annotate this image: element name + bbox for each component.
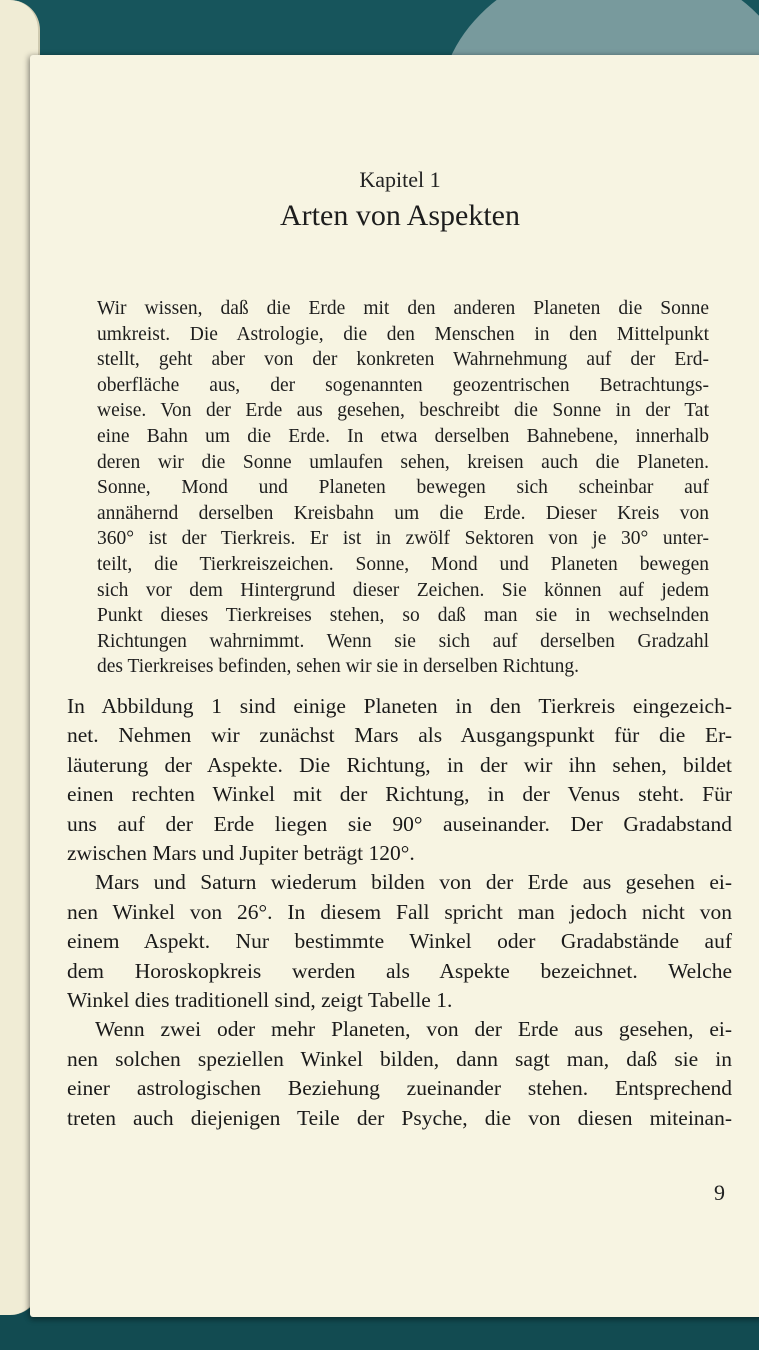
text-line: zwischen Mars und Jupiter beträgt 120°. (67, 841, 415, 866)
body-paragraphs (67, 692, 732, 1133)
text-line: Punkt dieses Tierkreises stehen, so daß man sie in wechselnden (97, 605, 709, 627)
text-line: umkreist. Die Astrologie, die den Menschen in den Mittelpunkt (97, 323, 709, 345)
text-line: einem Aspekt. Nur bestimmte Winkel oder Gradabstände auf (67, 929, 732, 954)
text-line: läuterung der Aspekte. Die Richtung, in der wir ihn sehen, bildet (67, 752, 732, 777)
text-line: net. Nehmen wir zunächst Mars als Ausgangspunkt für die Er- (67, 723, 732, 748)
text-line: annähernd derselben Kreisbahn um die Erde. Dieser Kreis von (97, 502, 709, 524)
text-line: einen rechten Winkel mit der Richtung, in der Venus steht. Für (67, 782, 732, 807)
page-number: 9 (714, 1180, 725, 1205)
text-line: stellt, geht aber von der konkreten Wahrnehmung auf der Erd- (97, 349, 709, 371)
text-line: In Abbildung 1 sind einige Planeten in den Tierkreis eingezeich- (67, 694, 732, 718)
text-line: einer astrologischen Beziehung zueinander stehen. Entsprechend (67, 1076, 732, 1101)
text-line: Sonne, Mond und Planeten bewegen sich scheinbar auf (97, 477, 709, 499)
text-line: teilt, die Tierkreiszeichen. Sonne, Mond und Planeten bewegen (97, 553, 709, 575)
text-line: des Tierkreises befinden, sehen wir sie in derselben Richtung. (97, 656, 579, 678)
text-line: Mars und Saturn wiederum bilden von der Erde aus gesehen ei- (95, 870, 732, 895)
text-line: uns auf der Erde liegen sie 90° auseinander. Der Gradabstand (67, 811, 732, 836)
text-line: 360° ist der Tierkreis. Er ist in zwölf Sektoren von je 30° unter- (97, 528, 709, 550)
chapter-label: Kapitel 1 (359, 167, 441, 192)
text-line: sich vor dem Hintergrund dieser Zeichen. Sie können auf jedem (97, 579, 709, 601)
text-line: nen solchen speziellen Winkel bilden, dann sagt man, daß sie in (67, 1046, 732, 1071)
text-line: Wenn zwei oder mehr Planeten, von der Erde aus gesehen, ei- (95, 1017, 732, 1042)
text-line: oberfläche aus, der sogenannten geozentrischen Betrachtungs- (97, 374, 709, 396)
text-line: Winkel dies traditionell sind, zeigt Tabelle 1. (67, 988, 453, 1013)
text-line: eine Bahn um die Erde. In etwa derselben Bahnebene, innerhalb (97, 425, 709, 447)
intro-paragraph (97, 296, 709, 680)
text-line: dem Horoskopkreis werden als Aspekte bezeichnet. Welche (67, 958, 732, 983)
chapter-title: Arten von Aspekten (280, 199, 520, 232)
text-line: deren wir die Sonne umlaufen sehen, kreisen auch die Planeten. (97, 451, 709, 473)
text-line: Wir wissen, daß die Erde mit den anderen Planeten die Sonne (97, 298, 709, 319)
text-line: nen Winkel von 26°. In diesem Fall spricht man jedoch nicht von (67, 899, 732, 924)
text-line: treten auch diejenigen Teile der Psyche, die von diesen miteinan- (67, 1105, 732, 1130)
text-line: weise. Von der Erde aus gesehen, beschreibt die Sonne in der Tat (97, 400, 709, 422)
book-page (30, 55, 759, 1317)
text-line: Richtungen wahrnimmt. Wenn sie sich auf derselben Gradzahl (97, 630, 709, 652)
